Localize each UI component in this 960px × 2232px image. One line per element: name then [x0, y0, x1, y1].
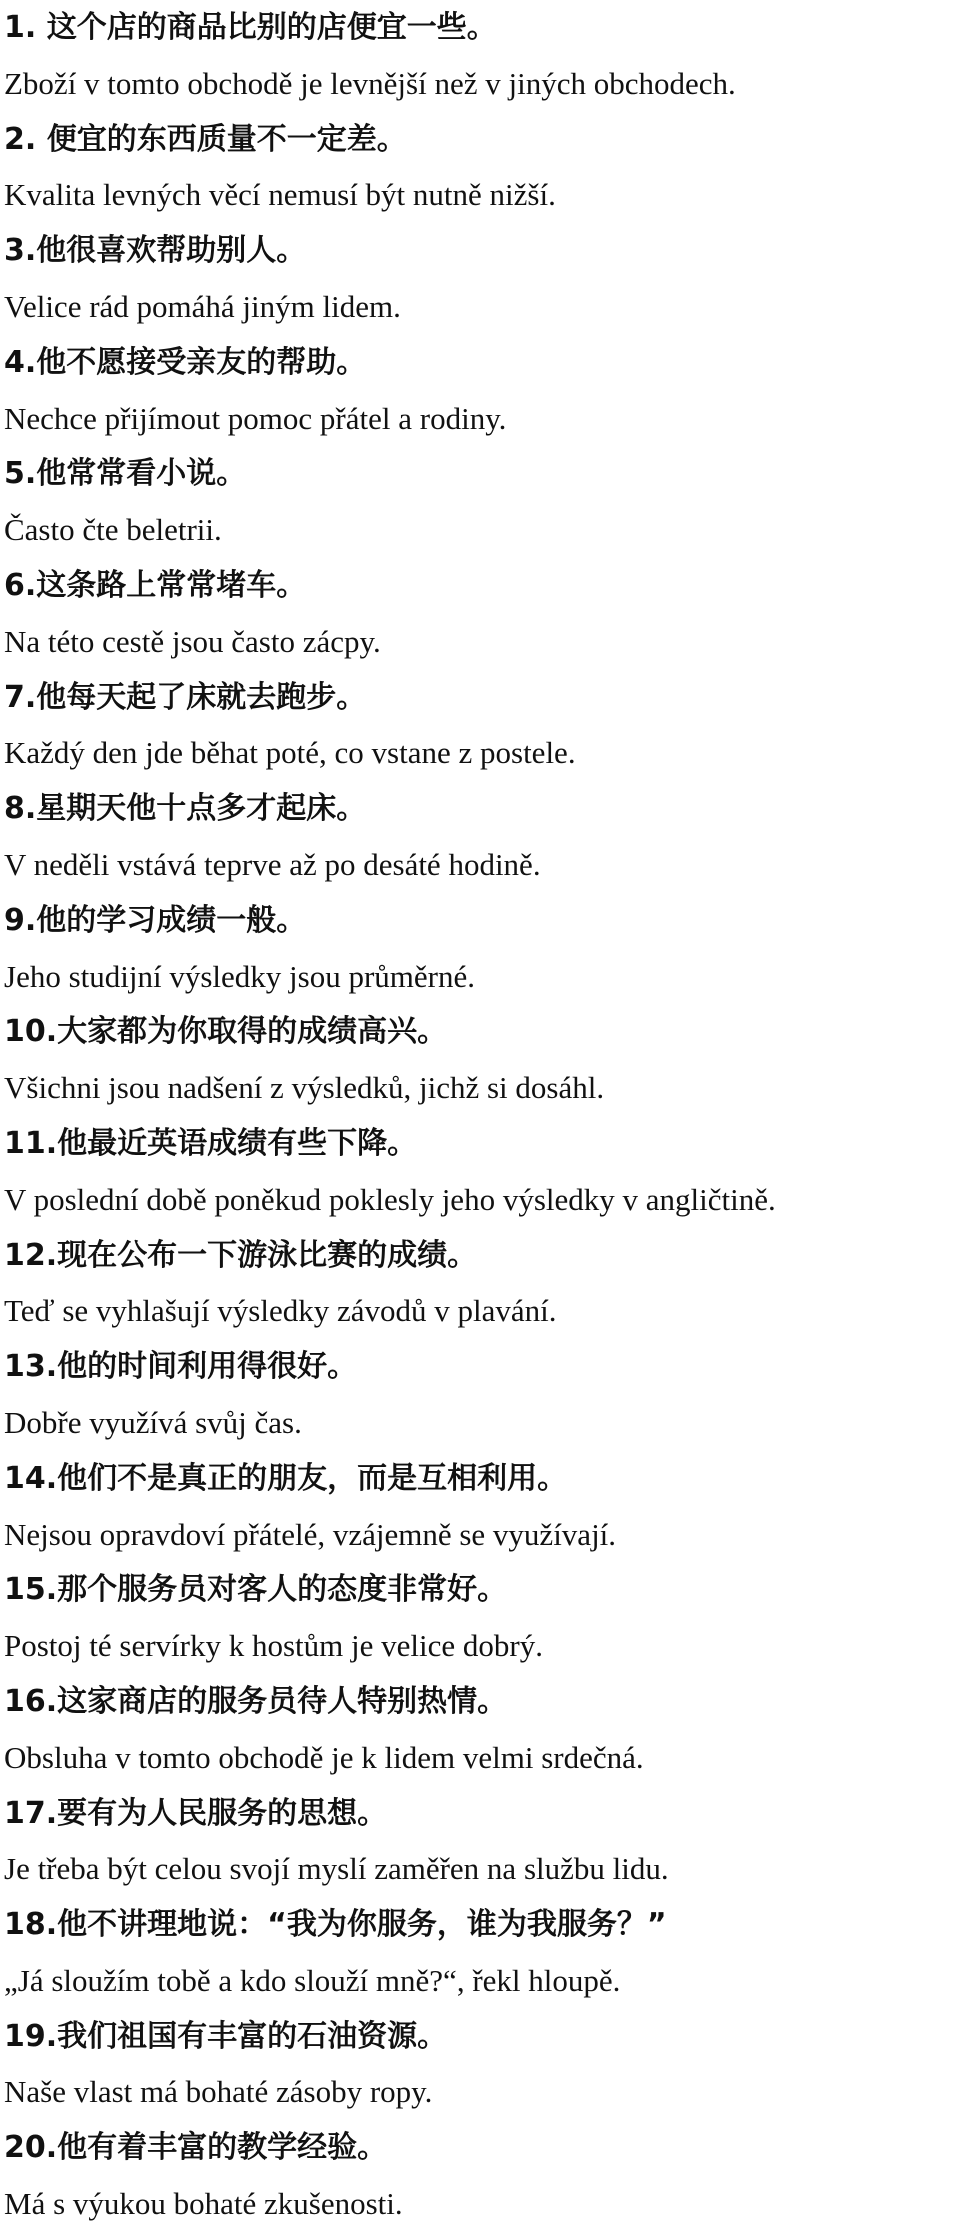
sentence-cs-17: Je třeba být celou svojí myslí zaměřen na službu lidu.	[4, 1851, 669, 1887]
sentence-cs-20: Má s výukou bohaté zkušenosti.	[4, 2186, 403, 2222]
sentence-zh-9: 9.他的学习成绩一般。	[4, 902, 307, 938]
sentence-zh-2: 2. 便宜的东西质量不一定差。	[4, 121, 407, 157]
sentence-cs-8: V neděli vstává teprve až po desáté hodině.	[4, 846, 541, 882]
sentence-cs-5: Často čte beletrii.	[4, 512, 222, 548]
sentence-zh-13: 13.他的时间利用得很好。	[4, 1349, 358, 1385]
sentence-zh-3: 3.他很喜欢帮助别人。	[4, 233, 307, 269]
sentence-cs-2: Kvalita levných věcí nemusí být nutně nižší.	[4, 177, 556, 213]
sentence-cs-15: Postoj té servírky k hostům je velice dobrý.	[4, 1628, 543, 1664]
sentence-zh-12: 12.现在公布一下游泳比赛的成绩。	[4, 1237, 478, 1273]
sentence-zh-4: 4.他不愿接受亲友的帮助。	[4, 344, 367, 380]
sentence-zh-5: 5.他常常看小说。	[4, 456, 247, 492]
sentence-cs-12: Teď se vyhlašují výsledky závodů v plavání.	[4, 1293, 557, 1329]
sentence-cs-4: Nechce přijímout pomoc přátel a rodiny.	[4, 400, 507, 436]
sentence-zh-11: 11.他最近英语成绩有些下降。	[4, 1125, 418, 1161]
sentence-cs-16: Obsluha v tomto obchodě je k lidem velmi srdečná.	[4, 1739, 644, 1775]
sentence-cs-1: Zboží v tomto obchodě je levnější než v jiných obchodech.	[4, 65, 736, 101]
sentence-cs-18: „Já sloužím tobě a kdo slouží mně?“, řekl hloupě.	[4, 1962, 621, 1998]
sentence-cs-3: Velice rád pomáhá jiným lidem.	[4, 288, 401, 324]
sentence-zh-17: 17.要有为人民服务的思想。	[4, 1795, 388, 1831]
sentence-cs-9: Jeho studijní výsledky jsou průměrné.	[4, 958, 475, 994]
sentence-cs-10: Všichni jsou nadšení z výsledků, jichž si dosáhl.	[4, 1070, 605, 1106]
sentence-zh-10: 10.大家都为你取得的成绩高兴。	[4, 1014, 448, 1050]
sentence-zh-8: 8.星期天他十点多才起床。	[4, 791, 367, 827]
sentence-zh-16: 16.这家商店的服务员待人特别热情。	[4, 1683, 508, 1719]
sentence-zh-7: 7.他每天起了床就去跑步。	[4, 679, 367, 715]
sentence-cs-13: Dobře využívá svůj čas.	[4, 1404, 302, 1440]
sentence-zh-18: 18.他不讲理地说：“我为你服务，谁为我服务？”	[4, 1907, 667, 1943]
sentence-cs-11: V poslední době poněkud poklesly jeho výsledky v angličtině.	[4, 1181, 776, 1217]
sentence-zh-19: 19.我们祖国有丰富的石油资源。	[4, 2018, 448, 2054]
sentence-cs-19: Naše vlast má bohaté zásoby ropy.	[4, 2074, 433, 2110]
sentence-zh-14: 14.他们不是真正的朋友，而是互相利用。	[4, 1460, 568, 1496]
sentence-cs-7: Každý den jde běhat poté, co vstane z postele.	[4, 735, 576, 771]
sentence-zh-15: 15.那个服务员对客人的态度非常好。	[4, 1572, 508, 1608]
sentence-cs-6: Na této cestě jsou často zácpy.	[4, 623, 381, 659]
sentence-zh-6: 6.这条路上常常堵车。	[4, 567, 307, 603]
sentence-zh-1: 1. 这个店的商品比别的店便宜一些。	[4, 10, 497, 45]
sentence-cs-14: Nejsou opravdoví přátelé, vzájemně se využívají.	[4, 1516, 617, 1552]
sentence-zh-20: 20.他有着丰富的教学经验。	[4, 2130, 388, 2166]
